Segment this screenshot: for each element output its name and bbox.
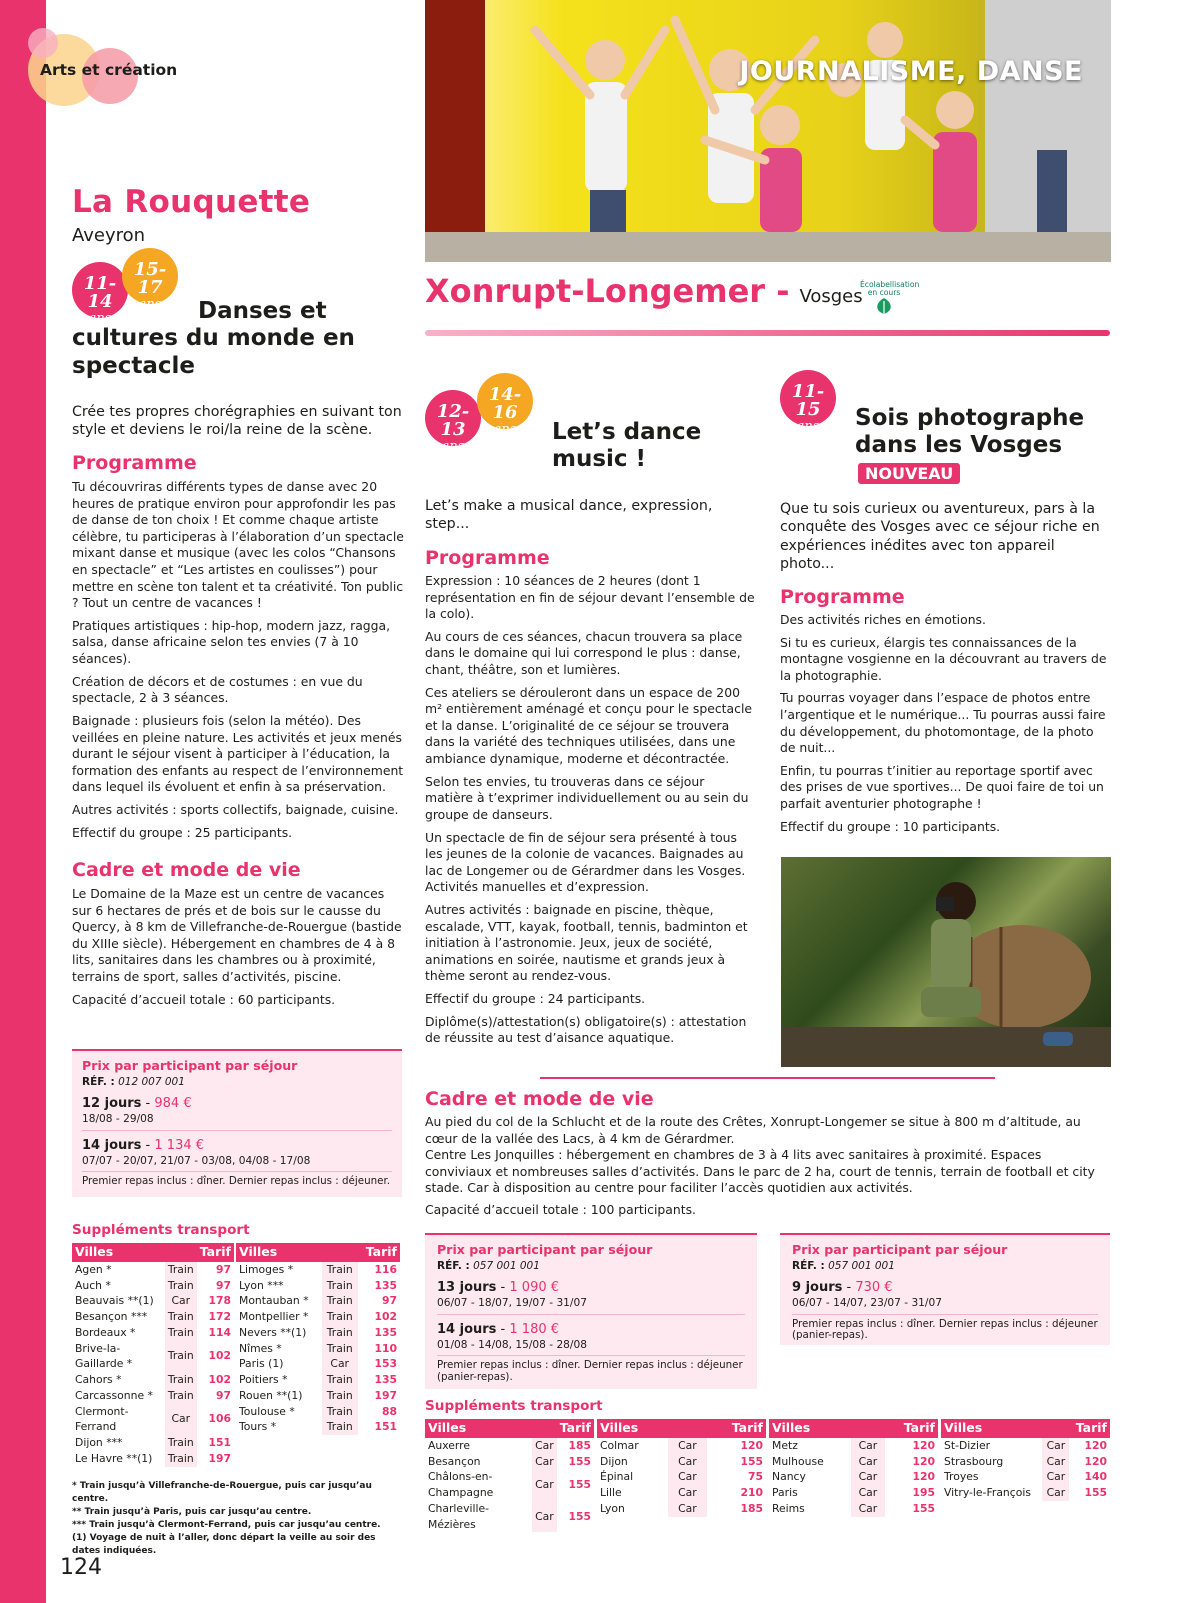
cadre-paragraph: Capacité d’accueil totale : 100 participants. — [425, 1202, 696, 1218]
transport-price: 88 — [381, 1404, 397, 1418]
transport-price: 195 — [912, 1486, 935, 1499]
transport-price: 97 — [215, 1388, 231, 1402]
transport-price: 151 — [374, 1420, 397, 1434]
right-header — [425, 270, 863, 313]
col-tarif: Tarif — [1069, 1419, 1110, 1438]
transport-city: Strasbourg — [944, 1454, 1004, 1468]
programme-paragraph: Expression : 10 séances de 2 heures (dont 1 représentation en fin de séjour devant l’ensemble de la colo). — [425, 573, 755, 622]
transport-price: 172 — [208, 1310, 231, 1323]
footnotes — [72, 1480, 404, 1558]
transport-city: Bordeaux * — [75, 1325, 136, 1339]
price-option: 12 jours - 984 € — [82, 1095, 192, 1111]
transport-price: 120 — [740, 1438, 763, 1452]
transport-city: Dijon — [600, 1454, 628, 1468]
site-title: La Rouquette — [72, 184, 311, 220]
programme-paragraph: Autres activités : sports collectifs, baignade, cuisine. — [72, 801, 399, 817]
programme-heading: Programme — [780, 586, 905, 608]
transport-price: 120 — [1084, 1438, 1107, 1452]
transport-mode: Car — [668, 1469, 707, 1485]
programme-paragraph: Diplôme(s)/attestation(s) obligatoire(s) : attestation de réussite au test d’aisance aquatique. — [425, 1013, 747, 1046]
transport-row — [236, 1419, 400, 1435]
transport-mode: Car — [851, 1485, 886, 1501]
programme-paragraph: Baignade : plusieurs fois (selon la météo). Des veillées en pleine nature. Les activités et jeux menés durant le séjour visent à participer à l’éducation, la formation des enfants au respect de l’environnement dans lequel ils évoluent et enfin à sa préservation. — [72, 712, 404, 795]
transport-city: Paris (1) — [239, 1357, 284, 1371]
transport-row — [597, 1454, 766, 1470]
programme-text — [72, 479, 404, 847]
transport-tables — [425, 1419, 1110, 1532]
footnote: (1) Voyage de nuit à l’aller, donc départ la veille au soir des dates indiquées. — [72, 1533, 376, 1557]
footnote: *** Train jusqu’à Clermont-Ferrand, puis car jusqu’au centre. — [72, 1520, 381, 1531]
col-villes: Villes — [597, 1419, 668, 1438]
transport-city: Rouen **(1) — [239, 1388, 303, 1402]
transport-city: Toulouse * — [239, 1404, 295, 1418]
transport-city: Nevers **(1) — [239, 1325, 307, 1339]
transport-row — [236, 1341, 400, 1357]
transport-row — [597, 1438, 766, 1454]
transport-table-b — [236, 1243, 400, 1435]
transport-city: Nîmes * — [239, 1341, 282, 1355]
price-heading: Prix par participant par séjour — [792, 1242, 1008, 1257]
footnote: * Train jusqu’à Villefranche-de-Rouergue, puis car jusqu’au centre. — [72, 1481, 372, 1505]
transport-row — [72, 1388, 234, 1404]
stay-lead: Let’s make a musical dance, expression, step... — [425, 498, 713, 533]
transport-city: Vitry-le-François — [944, 1486, 1031, 1499]
transport-row — [425, 1501, 594, 1533]
cadre-paragraph: Le Domaine de la Maze est un centre de vacances sur 6 hectares de prés et de bois sur le causse du Quercy, à 8 km de Villefranche-de-Rouergue (bastide du XIIIe siècle). Hébergement en chambres de 4 à 8 lits, sanitaires dans les chambres ou à proximité, terrains de sport, salles d’activités, piscine. — [72, 886, 402, 985]
transport-city: Reims — [772, 1501, 805, 1515]
transport-row — [236, 1309, 400, 1325]
transport-mode: Car — [668, 1501, 707, 1517]
transport-city: Carcassonne * — [75, 1388, 153, 1402]
transport-mode: Train — [165, 1278, 197, 1294]
transport-city: Troyes — [944, 1470, 979, 1484]
transport-mode: Car — [668, 1454, 707, 1470]
programme-paragraph: Ces ateliers se dérouleront dans un espace de 200 m² entièrement aménagé et conçu pour le spectacle et la danse. L’originalité de ce séjour se trouvera dans la variété des techniques utilisées, dans une ambiance dynamique, moderne et décontractée. — [425, 684, 753, 767]
transport-row — [72, 1309, 234, 1325]
transport-price: 197 — [208, 1451, 231, 1465]
transport-row — [769, 1454, 938, 1470]
transport-mode: Car — [322, 1356, 358, 1372]
transport-row — [236, 1325, 400, 1341]
transport-mode: Car — [851, 1438, 886, 1454]
transport-city: Limoges * — [239, 1262, 294, 1276]
transport-price: 151 — [208, 1436, 231, 1449]
transport-mode: Car — [165, 1404, 197, 1436]
transport-price: 155 — [740, 1454, 763, 1468]
transport-city: Metz — [772, 1438, 798, 1452]
col-villes: Villes — [769, 1419, 851, 1438]
price-ref: RÉF. : 012 007 001 — [82, 1075, 185, 1088]
programme-paragraph: Pratiques artistiques : hip-hop, modern jazz, ragga, salsa, danse africaine selon tes envies (7 à 10 séances). — [72, 617, 391, 667]
meal-note: Premier repas inclus : dîner. Dernier repas inclus : déjeuner (panier-repas). — [437, 1359, 743, 1383]
transport-city: Montauban * — [239, 1294, 309, 1308]
transport-row — [941, 1469, 1110, 1485]
price-option: 14 jours - 1 180 € — [437, 1321, 560, 1337]
transport-price: 140 — [1084, 1470, 1107, 1484]
eco-label — [860, 280, 920, 320]
transport-price: 153 — [374, 1357, 397, 1371]
programme-paragraph: Effectif du groupe : 10 participants. — [780, 818, 1001, 834]
transport-table — [941, 1419, 1110, 1501]
dance-photo-illustration — [425, 0, 1111, 262]
transport-row — [941, 1485, 1110, 1501]
transport-heading: Suppléments transport — [425, 1398, 603, 1414]
transport-row — [72, 1451, 234, 1467]
age-badge-2: 14-16 ans — [477, 373, 533, 429]
transport-city: Agen * — [75, 1262, 112, 1276]
transport-city: Clermont-Ferrand — [75, 1404, 129, 1434]
transport-price: 120 — [1084, 1454, 1107, 1468]
site-region: Vosges — [799, 286, 863, 307]
transport-mode: Train — [322, 1404, 358, 1420]
cadre-text — [72, 886, 404, 1014]
transport-row — [72, 1404, 234, 1436]
transport-row — [72, 1435, 234, 1451]
transport-city: Poitiers * — [239, 1373, 288, 1386]
meal-note: Premier repas inclus : dîner. Dernier repas inclus : déjeuner (panier-repas). — [792, 1317, 1098, 1342]
programme-text — [425, 573, 755, 1053]
transport-mode: Train — [322, 1372, 358, 1388]
transport-price: 178 — [208, 1294, 231, 1308]
programme-heading: Programme — [425, 547, 550, 569]
col-villes: Villes — [72, 1243, 165, 1262]
cadre-paragraph: Centre Les Jonquilles : hébergement en chambres de 3 à 4 lits avec sanitaires à proximité. Espaces conviviaux et nombreuses salles d’activités. Dans le parc de 2 ha, court de tennis, terrain de football et city stade. Car à disposition au centre pour faciliter l’accès quotidien aux activités. — [425, 1147, 1095, 1196]
transport-mode: Train — [165, 1435, 197, 1451]
transport-row — [72, 1293, 234, 1309]
transport-mode: Train — [322, 1293, 358, 1309]
site-title: Xonrupt-Longemer - — [425, 272, 790, 310]
transport-row — [425, 1454, 594, 1470]
transport-row — [425, 1438, 594, 1454]
price-heading: Prix par participant par séjour — [82, 1058, 298, 1073]
transport-row — [236, 1372, 400, 1388]
transport-price: 102 — [208, 1349, 231, 1363]
programme-heading: Programme — [72, 452, 197, 474]
price-ref: RÉF. : 057 001 001 — [437, 1259, 540, 1272]
transport-mode: Train — [322, 1262, 358, 1278]
transport-price: 185 — [740, 1501, 763, 1515]
transport-row — [941, 1454, 1110, 1470]
age-badge-1: 11-14 ans — [72, 262, 128, 318]
transport-row — [597, 1501, 766, 1517]
transport-mode: Car — [851, 1501, 886, 1517]
col-tarif: Tarif — [885, 1419, 938, 1438]
programme-text — [780, 612, 1112, 841]
transport-row — [597, 1469, 766, 1485]
transport-mode: Car — [668, 1485, 707, 1501]
transport-price: 155 — [1084, 1486, 1107, 1499]
tag-circle-small — [28, 28, 58, 58]
age-badge-2: 15-17 ans — [122, 248, 178, 304]
photographer-photo — [781, 857, 1111, 1067]
transport-mode: Car — [532, 1469, 557, 1501]
transport-city: Charleville-Mézières — [428, 1501, 490, 1531]
programme-paragraph: Tu découvriras différents types de danse avec 20 heures de pratique environ pour approfondir les pas de danse de ton choix ! Et comme chaque artiste célèbre, tu participeras à l’élaboration d’un spectacle mixant danse et musique (avec les colos “Chansons en spectacle” et “Les artistes en coulisses”) pour mettre en scène ton talent et ta créativité. Ton public ? Tout un centre de vacances ! — [72, 479, 404, 611]
age-badge-1: 11-15 ans — [780, 370, 836, 426]
transport-mode: Train — [322, 1278, 358, 1294]
transport-city: St-Dizier — [944, 1438, 991, 1452]
transport-mode: Train — [322, 1309, 358, 1325]
transport-price: 97 — [381, 1294, 397, 1308]
footnote: ** Train jusqu’à Paris, puis car jusqu’au centre. — [72, 1507, 312, 1518]
section-tag: Arts et création — [40, 61, 178, 79]
price-dates: 01/08 - 14/08, 15/08 - 28/08 — [437, 1338, 745, 1356]
price-option: 14 jours - 1 134 € — [82, 1137, 205, 1153]
transport-heading: Suppléments transport — [72, 1222, 250, 1238]
col-villes: Villes — [236, 1243, 322, 1262]
transport-table — [425, 1419, 594, 1532]
photo-caption — [781, 857, 782, 858]
new-label: NOUVEAU — [858, 463, 960, 484]
age-badge-1: 12-13 ans — [425, 390, 481, 446]
transport-price: 135 — [374, 1373, 397, 1386]
transport-mode: Car — [532, 1438, 557, 1454]
transport-mode: Train — [165, 1309, 197, 1325]
transport-row — [236, 1278, 400, 1294]
eco-label-text: Écolabellisation en cours — [860, 280, 920, 297]
transport-city: Besançon — [428, 1454, 481, 1468]
transport-city: Auch * — [75, 1278, 111, 1292]
transport-price: 155 — [568, 1478, 591, 1492]
transport-row — [72, 1372, 234, 1388]
transport-city: Beauvais **(1) — [75, 1294, 154, 1308]
transport-row — [597, 1485, 766, 1501]
transport-city: Montpellier * — [239, 1310, 309, 1323]
transport-price: 185 — [568, 1438, 591, 1452]
price-dates: 06/07 - 18/07, 19/07 - 31/07 — [437, 1296, 745, 1314]
header-rule — [425, 330, 1110, 336]
transport-row — [72, 1262, 234, 1278]
transport-price: 155 — [912, 1501, 935, 1515]
price-option: 13 jours - 1 090 € — [437, 1279, 560, 1295]
transport-city: Châlons-en-Champagne — [428, 1470, 494, 1499]
transport-city: Mulhouse — [772, 1454, 824, 1468]
transport-mode: Car — [1042, 1485, 1069, 1501]
cadre-heading: Cadre et mode de vie — [72, 859, 301, 881]
stay-title: Sois photographe dans les Vosges — [855, 405, 1085, 459]
transport-price: 120 — [912, 1470, 935, 1484]
transport-row — [941, 1438, 1110, 1454]
divider — [540, 1077, 995, 1079]
transport-mode: Train — [322, 1419, 358, 1435]
transport-price: 120 — [912, 1454, 935, 1468]
transport-row — [769, 1469, 938, 1485]
price-dates: 07/07 - 20/07, 21/07 - 03/08, 04/08 - 17/08 — [82, 1154, 392, 1172]
programme-paragraph: Un spectacle de fin de séjour sera présenté à tous les jeunes de la colonie de vacances. Baignades au lac de Longemer ou de Gérardmer dans les Vosges. Activités manuelles et d’expression. — [425, 829, 746, 895]
transport-mode: Train — [322, 1341, 358, 1357]
transport-row — [769, 1501, 938, 1517]
transport-row — [236, 1293, 400, 1309]
programme-paragraph: Effectif du groupe : 24 participants. — [425, 991, 646, 1007]
transport-mode: Car — [532, 1454, 557, 1470]
transport-row — [769, 1438, 938, 1454]
transport-mode: Train — [165, 1388, 197, 1404]
stay-title: Let’s dance music ! — [552, 419, 702, 473]
transport-table-a — [72, 1243, 234, 1467]
transport-price: 210 — [740, 1486, 763, 1499]
page-number: 124 — [60, 1555, 102, 1580]
col-villes: Villes — [941, 1419, 1042, 1438]
stay-title: Danses et cultures du monde en spectacle — [72, 298, 355, 379]
transport-mode: Train — [165, 1325, 197, 1341]
transport-city: Épinal — [600, 1470, 634, 1484]
transport-price: 110 — [374, 1341, 397, 1355]
meal-note: Premier repas inclus : dîner. Dernier repas inclus : déjeuner. — [82, 1175, 391, 1188]
transport-mode: Car — [668, 1438, 707, 1454]
transport-mode: Car — [1042, 1454, 1069, 1470]
transport-city: Lyon — [600, 1501, 625, 1515]
transport-price: 102 — [374, 1310, 397, 1323]
col-tarif: Tarif — [707, 1419, 766, 1438]
transport-price: 135 — [374, 1278, 397, 1292]
col-tarif: Tarif — [358, 1243, 400, 1262]
left-header — [72, 182, 407, 248]
transport-city: Tours * — [239, 1420, 277, 1434]
transport-mode: Car — [1042, 1438, 1069, 1454]
cadre-text — [425, 1114, 1111, 1219]
cadre-heading: Cadre et mode de vie — [425, 1088, 654, 1110]
transport-price: 97 — [215, 1278, 231, 1292]
transport-row — [236, 1388, 400, 1404]
transport-city: Colmar — [600, 1438, 639, 1452]
price-option: 9 jours - 730 € — [792, 1279, 893, 1295]
transport-row — [769, 1485, 938, 1501]
transport-price: 155 — [568, 1509, 591, 1523]
transport-city: Brive-la-Gaillarde * — [75, 1341, 133, 1371]
dance-photo — [425, 0, 1111, 262]
leaf-icon — [872, 297, 896, 315]
programme-paragraph: Des activités riches en émotions. — [780, 612, 986, 627]
transport-table — [769, 1419, 938, 1517]
transport-mode: Car — [1042, 1469, 1069, 1485]
transport-city: Cahors * — [75, 1373, 122, 1386]
transport-city: Auxerre — [428, 1438, 471, 1452]
transport-row — [72, 1341, 234, 1373]
transport-table — [597, 1419, 766, 1517]
transport-row — [236, 1404, 400, 1420]
price-heading: Prix par participant par séjour — [437, 1242, 653, 1257]
transport-mode: Train — [322, 1325, 358, 1341]
transport-mode: Car — [532, 1501, 557, 1533]
transport-price: 97 — [215, 1262, 231, 1276]
stay-lead: Crée tes propres chorégraphies en suivant ton style et deviens le roi/la reine de la scène. — [72, 404, 402, 439]
transport-city: Lyon *** — [239, 1278, 284, 1292]
transport-mode: Train — [165, 1262, 197, 1278]
transport-mode: Car — [851, 1454, 886, 1470]
programme-paragraph: Selon tes envies, tu trouveras dans ce séjour matière à t’exprimer individuellement ou au sein du groupe de danseurs. — [425, 773, 749, 822]
photo-caption — [425, 0, 426, 1]
transport-row — [72, 1278, 234, 1294]
transport-city: Besançon *** — [75, 1310, 148, 1323]
transport-price: 106 — [208, 1412, 231, 1426]
transport-city: Nancy — [772, 1470, 806, 1484]
programme-paragraph: Effectif du groupe : 25 participants. — [72, 824, 293, 840]
transport-row — [425, 1469, 594, 1501]
col-tarif: Tarif — [557, 1419, 594, 1438]
transport-city: Dijon *** — [75, 1436, 123, 1449]
cadre-paragraph: Au pied du col de la Schlucht et de la route des Crêtes, Xonrupt-Longemer se situe à 800 m d’altitude, au cœur de la vallée des Lacs, à 4 km de Gérardmer. — [425, 1114, 1081, 1146]
stay-lead: Que tu sois curieux ou aventureux, pars à la conquête des Vosges avec ce séjour riche en expériences inédites avec ton appareil photo... — [780, 501, 1100, 573]
photo-title: JOURNALISME, DANSE — [739, 56, 1083, 87]
price-dates: 18/08 - 29/08 — [82, 1112, 392, 1130]
price-box — [72, 1049, 402, 1197]
price-ref: RÉF. : 057 001 001 — [792, 1259, 895, 1272]
col-tarif: Tarif — [197, 1243, 234, 1262]
transport-city: Lille — [600, 1486, 622, 1499]
programme-paragraph: Création de décors et de costumes : en vue du spectacle, 2 à 3 séances. — [72, 673, 363, 706]
programme-paragraph: Enfin, tu pourras t’initier au reportage sportif avec des prises de vue sportives... De quoi faire de toi un parfait aventurier photographe ! — [780, 762, 1104, 812]
transport-mode: Train — [322, 1388, 358, 1404]
cadre-paragraph: Capacité d’accueil totale : 60 participants. — [72, 991, 336, 1007]
transport-city: Paris — [772, 1486, 798, 1499]
transport-price: 114 — [208, 1325, 231, 1339]
price-box — [780, 1233, 1110, 1345]
page-side-bar — [0, 0, 46, 1603]
transport-price: 155 — [568, 1454, 591, 1468]
programme-paragraph: Tu pourras voyager dans l’espace de photos entre l’argentique et le numérique... Tu pourras aussi faire du développement, du photomontage, de la photo de nuit... — [780, 690, 1106, 756]
site-region: Aveyron — [72, 224, 146, 246]
transport-price: 102 — [208, 1373, 231, 1386]
transport-price: 120 — [912, 1438, 935, 1452]
programme-paragraph: Au cours de ces séances, chacun trouvera sa place dans le domaine qui lui correspond le plus : danse, chant, théâtre, son et lumières. — [425, 628, 743, 678]
transport-mode: Train — [165, 1451, 197, 1467]
transport-row — [72, 1325, 234, 1341]
transport-price: 197 — [374, 1388, 397, 1402]
programme-paragraph: Si tu es curieux, élargis tes connaissances de la montagne vosgienne en la découvrant au travers de la photographie. — [780, 634, 1107, 683]
transport-mode: Train — [165, 1341, 197, 1373]
new-badge — [858, 463, 960, 484]
transport-row — [236, 1262, 400, 1278]
transport-price: 75 — [747, 1470, 763, 1484]
transport-mode: Car — [851, 1469, 886, 1485]
transport-row — [236, 1356, 400, 1372]
price-box — [425, 1233, 757, 1389]
transport-city: Le Havre **(1) — [75, 1451, 153, 1465]
price-dates: 06/07 - 14/07, 23/07 - 31/07 — [792, 1296, 1098, 1314]
transport-price: 116 — [374, 1262, 397, 1276]
transport-mode: Train — [165, 1372, 197, 1388]
programme-paragraph: Autres activités : baignade en piscine, thèque, escalade, VTT, kayak, football, tennis, badminton et initiation à l’astronomie. Jeux, jeux de société, animations en soirée, nautisme et grands jeux à thème seront au rendez-vous. — [425, 901, 748, 984]
col-villes: Villes — [425, 1419, 532, 1438]
transport-price: 135 — [374, 1325, 397, 1339]
transport-mode: Car — [165, 1293, 197, 1309]
photographer-illustration — [781, 857, 1111, 1067]
